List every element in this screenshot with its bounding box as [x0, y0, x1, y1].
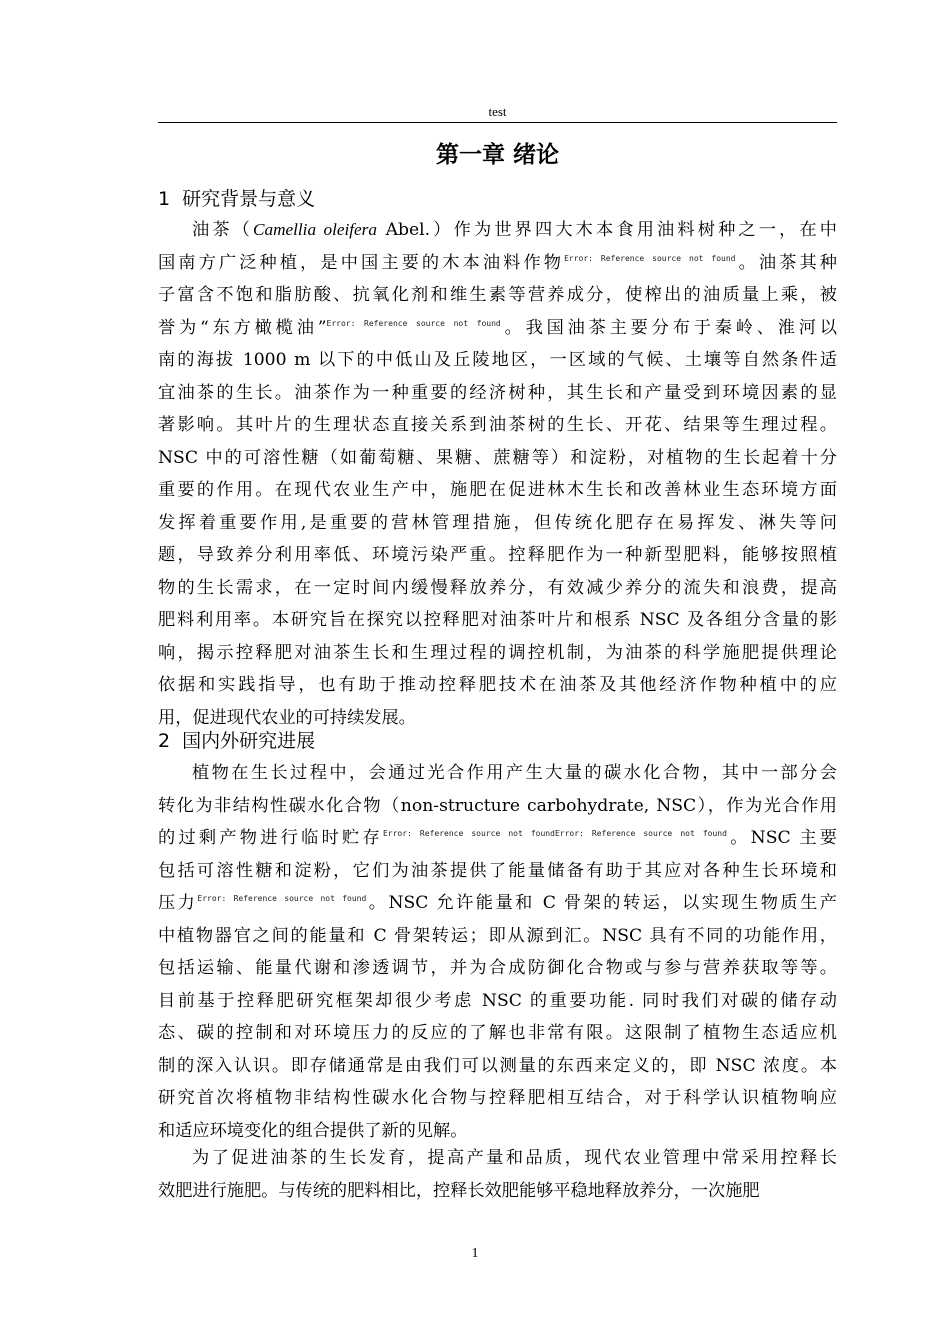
- text-run: 依据和实践指导，也有助于推动控释肥技术在油茶及其他经济作物种植中的应: [158, 675, 837, 695]
- text-line: [158, 312, 837, 345]
- text-run: 发挥着重要作用,是重要的营林管理措施，但传统化肥存在易挥发、淋失等问: [158, 512, 837, 533]
- section-2-number: 2: [158, 730, 171, 752]
- text-run: 转化为非结构性碳水化合物（non-structure carbohydrate, NSC），作为光合作用: [158, 795, 837, 816]
- text-line: [158, 474, 837, 507]
- text-run: 物的生长需求，在一定时间内缓慢释放养分，有效减少养分的流失和浪费，提高: [158, 577, 837, 598]
- text-run: 重要的作用。在现代农业生产中，施肥在促进林木生长和改善林业生态环境方面: [158, 480, 837, 500]
- text-line: [158, 539, 837, 572]
- section-1-number: 1: [158, 188, 171, 210]
- reference-error: Error: Reference source not found: [326, 318, 501, 328]
- text-run: 效肥进行施肥。与传统的肥料相比，控释长效肥能够平稳地释放养分，一次施肥: [158, 1180, 760, 1201]
- text-run: 压力: [158, 893, 198, 913]
- text-run: NSC 中的可溶性糖（如葡萄糖、果糖、蔗糖等）和淀粉，对植物的生长起着十分: [158, 447, 837, 468]
- section-1-heading: [158, 185, 315, 213]
- page-header: test: [488, 104, 507, 119]
- text-line: [158, 344, 837, 377]
- text-run: 南的海拔 1000 m 以下的中低山及丘陵地区，一区域的气候、土壤等自然条件适: [158, 350, 837, 370]
- text-line: [158, 1175, 837, 1208]
- text-run: 包括运输、能量代谢和渗透调节，并为合成防御化合物或与参与营养获取等等。: [158, 958, 837, 978]
- text-run: Abel.）作为世界四大木本食用油料树种之一，在中: [376, 220, 837, 240]
- section-2-heading: [158, 727, 315, 755]
- text-line: [158, 637, 837, 670]
- text-run: 用，促进现代农业的可持续发展。: [158, 707, 416, 728]
- text-line: [158, 377, 837, 410]
- text-line: [158, 887, 837, 920]
- text-line: [158, 985, 837, 1018]
- text-run: 响，揭示控释肥对油茶生长和生理过程的调控机制，为油茶的科学施肥提供理论: [158, 642, 837, 663]
- text-line: [158, 920, 837, 953]
- latin-name: Camellia oleifera: [253, 220, 377, 239]
- reference-error: Error: Reference source not found: [564, 253, 736, 263]
- text-run: 子富含不饱和脂肪酸、抗氧化剂和维生素等营养成分，使榨出的油质量上乘，被: [158, 285, 837, 305]
- text-run: 目前基于控释肥研究框架却很少考虑 NSC 的重要功能. 同时我们对碳的储存动: [158, 990, 837, 1011]
- text-run: 。油茶其种: [735, 252, 837, 273]
- text-line: [158, 214, 837, 247]
- section-2-paragraph-2: [158, 1142, 837, 1207]
- section-1-title: 研究背景与意义: [182, 188, 316, 210]
- text-run: 。NSC 允许能量和 C 骨架的转运，以实现生物质生产: [366, 893, 837, 913]
- text-line: [158, 247, 837, 280]
- text-line: [158, 1017, 837, 1050]
- text-line: [158, 1082, 837, 1115]
- text-line: [158, 604, 837, 637]
- text-run: 的过剩产物进行临时贮存: [158, 828, 383, 848]
- text-line: [158, 507, 837, 540]
- section-2-paragraph-1: [158, 757, 837, 1147]
- reference-error: Error: Reference source not found: [197, 894, 367, 903]
- header-rule: [158, 122, 837, 123]
- text-run: 植物在生长过程中，会通过光合作用产生大量的碳水化合物，其中一部分会: [192, 763, 837, 783]
- text-run: 。NSC 主要: [726, 828, 837, 848]
- section-1-paragraph: [158, 214, 837, 734]
- text-run: 誉为“东方橄榄油”: [158, 317, 327, 338]
- text-run: 油茶（: [192, 220, 254, 240]
- reference-error: Error: Reference source not foundError: Reference source not found: [382, 829, 727, 838]
- section-2-title: 国内外研究进展: [182, 730, 316, 752]
- text-line: [158, 1050, 837, 1083]
- text-line: [158, 757, 837, 790]
- text-line: [158, 1142, 837, 1175]
- text-run: 和适应环境变化的组合提供了新的见解。: [158, 1120, 468, 1141]
- text-line: [158, 572, 837, 605]
- text-line: [158, 822, 837, 855]
- text-run: 包括可溶性糖和淀粉，它们为油茶提供了能量储备有助于其应对各种生长环境和: [158, 860, 837, 881]
- page-number: 1: [471, 1246, 479, 1261]
- text-line: [158, 442, 837, 475]
- text-run: 肥料利用率。本研究旨在探究以控释肥对油茶叶片和根系 NSC 及各组分含量的影: [158, 610, 837, 630]
- text-line: [158, 952, 837, 985]
- text-line: [158, 790, 837, 823]
- chapter-title: 第一章 绪论: [435, 142, 559, 168]
- text-line: [158, 409, 837, 442]
- text-run: 制的深入认识。即存储通常是由我们可以测量的东西来定义的，即 NSC 浓度。本: [158, 1055, 837, 1076]
- text-run: 国南方广泛种植，是中国主要的木本油料作物: [158, 252, 565, 273]
- text-run: 中植物器官之间的能量和 C 骨架转运；即从源到汇。NSC 具有不同的功能作用，: [158, 925, 837, 946]
- text-run: 题，导致养分利用率低、环境污染严重。控释肥作为一种新型肥料，能够按照植: [158, 545, 837, 565]
- text-line: [158, 279, 837, 312]
- text-run: 宜油茶的生长。油茶作为一种重要的经济树种，其生长和产量受到环境因素的显: [158, 382, 837, 403]
- text-run: 研究首次将植物非结构性碳水化合物与控释肥相互结合，对于科学认识植物响应: [158, 1088, 837, 1108]
- text-run: 。我国油茶主要分布于秦岭、淮河以: [500, 317, 837, 338]
- text-run: 著影响。其叶片的生理状态直接关系到油茶树的生长、开花、结果等生理过程。: [158, 415, 837, 435]
- text-line: [158, 855, 837, 888]
- text-line: [158, 669, 837, 702]
- text-run: 为了促进油茶的生长发育，提高产量和品质，现代农业管理中常采用控释长: [192, 1148, 837, 1168]
- text-run: 态、碳的控制和对环境压力的反应的了解也非常有限。这限制了植物生态适应机: [158, 1023, 837, 1043]
